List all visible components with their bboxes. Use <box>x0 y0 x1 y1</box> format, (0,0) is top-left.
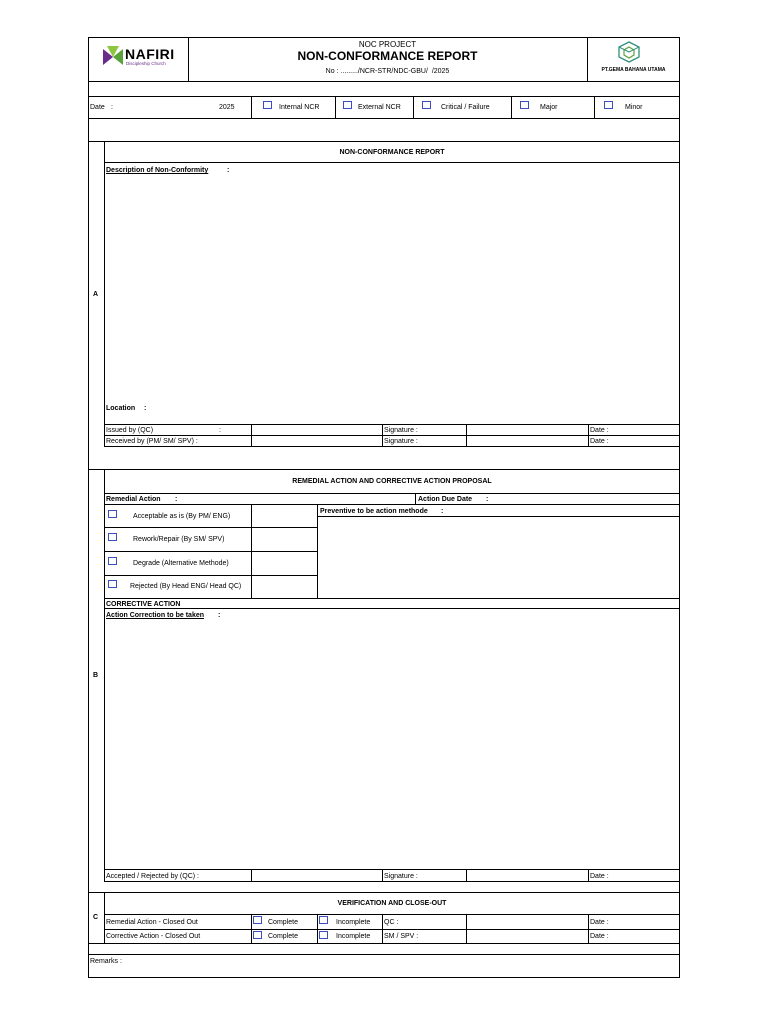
date-year[interactable]: 2025 <box>219 104 235 111</box>
rule <box>104 435 680 436</box>
issued-by-label: Issued by (QC) <box>106 427 154 434</box>
description-label: Description of Non-Conformity <box>106 167 209 174</box>
rule <box>88 943 680 944</box>
rule <box>88 96 680 97</box>
cell-divider <box>317 504 318 598</box>
cell-divider <box>594 96 595 118</box>
rule <box>88 118 680 119</box>
preventive-label: Preventive to be action methode <box>320 508 428 515</box>
remedial-complete-checkbox[interactable] <box>253 916 262 924</box>
accepted-rejected-label: Accepted / Rejected by (QC) : <box>106 873 199 880</box>
minor-label: Minor <box>625 104 643 111</box>
nafiri-logo-text: NAFIRI <box>125 46 175 62</box>
cell-divider <box>413 96 414 118</box>
section-a-heading: NON-CONFORMANCE REPORT <box>339 149 445 156</box>
description-field[interactable] <box>105 177 679 402</box>
external-ncr-checkbox[interactable] <box>343 101 352 109</box>
cell-divider <box>588 424 589 446</box>
header-divider <box>587 37 588 81</box>
cell-divider <box>466 914 467 943</box>
cell-divider <box>415 493 416 504</box>
received-signature-label: Signature : <box>384 438 418 445</box>
accepted-date-label: Date : <box>590 873 609 880</box>
section-b-letter: B <box>93 672 99 679</box>
rule <box>104 504 680 505</box>
rule <box>317 516 680 517</box>
rule <box>88 892 680 893</box>
section-c-heading: VERIFICATION AND CLOSE-OUT <box>337 900 447 907</box>
rule <box>104 598 680 599</box>
company-name: PT.GEMA BAHANA UTAMA <box>601 67 666 73</box>
project-label: NOC PROJECT <box>358 40 417 49</box>
rule <box>104 929 680 930</box>
critical-failure-label: Critical / Failure <box>441 104 490 111</box>
corrective-action-heading: CORRECTIVE ACTION <box>106 601 181 608</box>
remarks-label: Remarks : <box>90 958 122 965</box>
section-a-letter: A <box>93 291 99 298</box>
remedial-date-label: Date : <box>590 919 609 926</box>
accepted-signature-label: Signature : <box>384 873 418 880</box>
date-colon: : <box>111 104 113 111</box>
rule <box>104 162 680 163</box>
remedial-incomplete-checkbox[interactable] <box>319 916 328 924</box>
cell-divider <box>251 424 252 446</box>
rule <box>104 493 680 494</box>
received-date-label: Date : <box>590 438 609 445</box>
corrective-incomplete-label: Incomplete <box>336 933 371 940</box>
preventive-colon: : <box>441 508 444 515</box>
page-title: NON-CONFORMANCE REPORT <box>297 49 478 63</box>
rule <box>88 469 680 470</box>
remedial-action-colon: : <box>175 496 178 503</box>
received-by-label: Received by (PM/ SM/ SPV) : <box>106 438 198 445</box>
internal-ncr-label: Internal NCR <box>279 104 320 111</box>
cell-divider <box>382 914 383 943</box>
remedial-closed-out-label: Remedial Action - Closed Out <box>106 919 198 926</box>
minor-checkbox[interactable] <box>604 101 613 109</box>
cell-divider <box>382 869 383 881</box>
corrective-closed-out-label: Corrective Action - Closed Out <box>106 933 201 940</box>
description-colon: : <box>227 167 230 174</box>
cell-divider <box>382 424 383 446</box>
rule <box>104 914 680 915</box>
rule <box>88 81 680 82</box>
date-label: Date <box>90 104 105 111</box>
corrective-incomplete-checkbox[interactable] <box>319 931 328 939</box>
action-correction-label: Action Correction to be taken <box>106 612 205 619</box>
rule <box>104 446 680 447</box>
rework-repair-label: Rework/Repair (By SM/ SPV) <box>133 536 225 543</box>
rule <box>104 424 680 425</box>
rule <box>104 608 680 609</box>
cell-divider <box>466 869 467 881</box>
location-colon: : <box>144 405 147 412</box>
remedial-action-label: Remedial Action <box>106 496 161 503</box>
remedial-qc-label: QC : <box>384 919 399 926</box>
company-logo-icon <box>617 41 641 63</box>
external-ncr-label: External NCR <box>358 104 401 111</box>
major-label: Major <box>540 104 558 111</box>
nafiri-logo-icon <box>102 46 124 68</box>
rework-repair-checkbox[interactable] <box>108 533 117 541</box>
nafiri-logo-subtext: Discipleship Church <box>126 61 166 66</box>
remedial-complete-label: Complete <box>268 919 298 926</box>
action-correction-field[interactable] <box>105 622 679 867</box>
cell-divider <box>251 96 252 118</box>
rejected-checkbox[interactable] <box>108 580 117 588</box>
section-b-heading: REMEDIAL ACTION AND CORRECTIVE ACTION PROPOSAL <box>292 478 492 485</box>
degrade-checkbox[interactable] <box>108 557 117 565</box>
cell-divider <box>251 914 252 943</box>
section-c-letter: C <box>93 914 99 921</box>
cell-divider <box>588 914 589 943</box>
corrective-sm-spv-label: SM / SPV : <box>384 933 419 940</box>
corrective-complete-label: Complete <box>268 933 298 940</box>
internal-ncr-checkbox[interactable] <box>263 101 272 109</box>
rule <box>88 141 680 142</box>
cell-divider <box>335 96 336 118</box>
action-due-date-label: Action Due Date <box>418 496 473 503</box>
rule <box>88 954 680 955</box>
location-label: Location <box>106 405 136 412</box>
action-due-date-colon: : <box>486 496 489 503</box>
cell-divider <box>466 424 467 446</box>
cell-divider <box>588 869 589 881</box>
cell-divider <box>511 96 512 118</box>
rejected-label: Rejected (By Head ENG/ Head QC) <box>130 583 242 590</box>
degrade-label: Degrade (Alternative Methode) <box>133 560 229 567</box>
rule <box>104 575 317 576</box>
rule <box>104 869 680 870</box>
rule <box>104 551 317 552</box>
rule <box>104 881 680 882</box>
cell-divider <box>317 914 318 943</box>
issued-signature-label: Signature : <box>384 427 418 434</box>
remedial-incomplete-label: Incomplete <box>336 919 371 926</box>
major-checkbox[interactable] <box>520 101 529 109</box>
rule <box>104 527 317 528</box>
corrective-complete-checkbox[interactable] <box>253 931 262 939</box>
acceptable-as-is-label: Acceptable as is (By PM/ ENG) <box>133 513 231 520</box>
critical-failure-checkbox[interactable] <box>422 101 431 109</box>
report-number: No : ........./NCR-STR/NDC-GBU/ /2025 <box>325 68 450 75</box>
acceptable-as-is-checkbox[interactable] <box>108 510 117 518</box>
issued-date-label: Date : <box>590 427 609 434</box>
corrective-date-label: Date : <box>590 933 609 940</box>
issued-by-colon: : <box>219 427 221 434</box>
cell-divider <box>251 869 252 881</box>
action-correction-colon: : <box>218 612 221 619</box>
